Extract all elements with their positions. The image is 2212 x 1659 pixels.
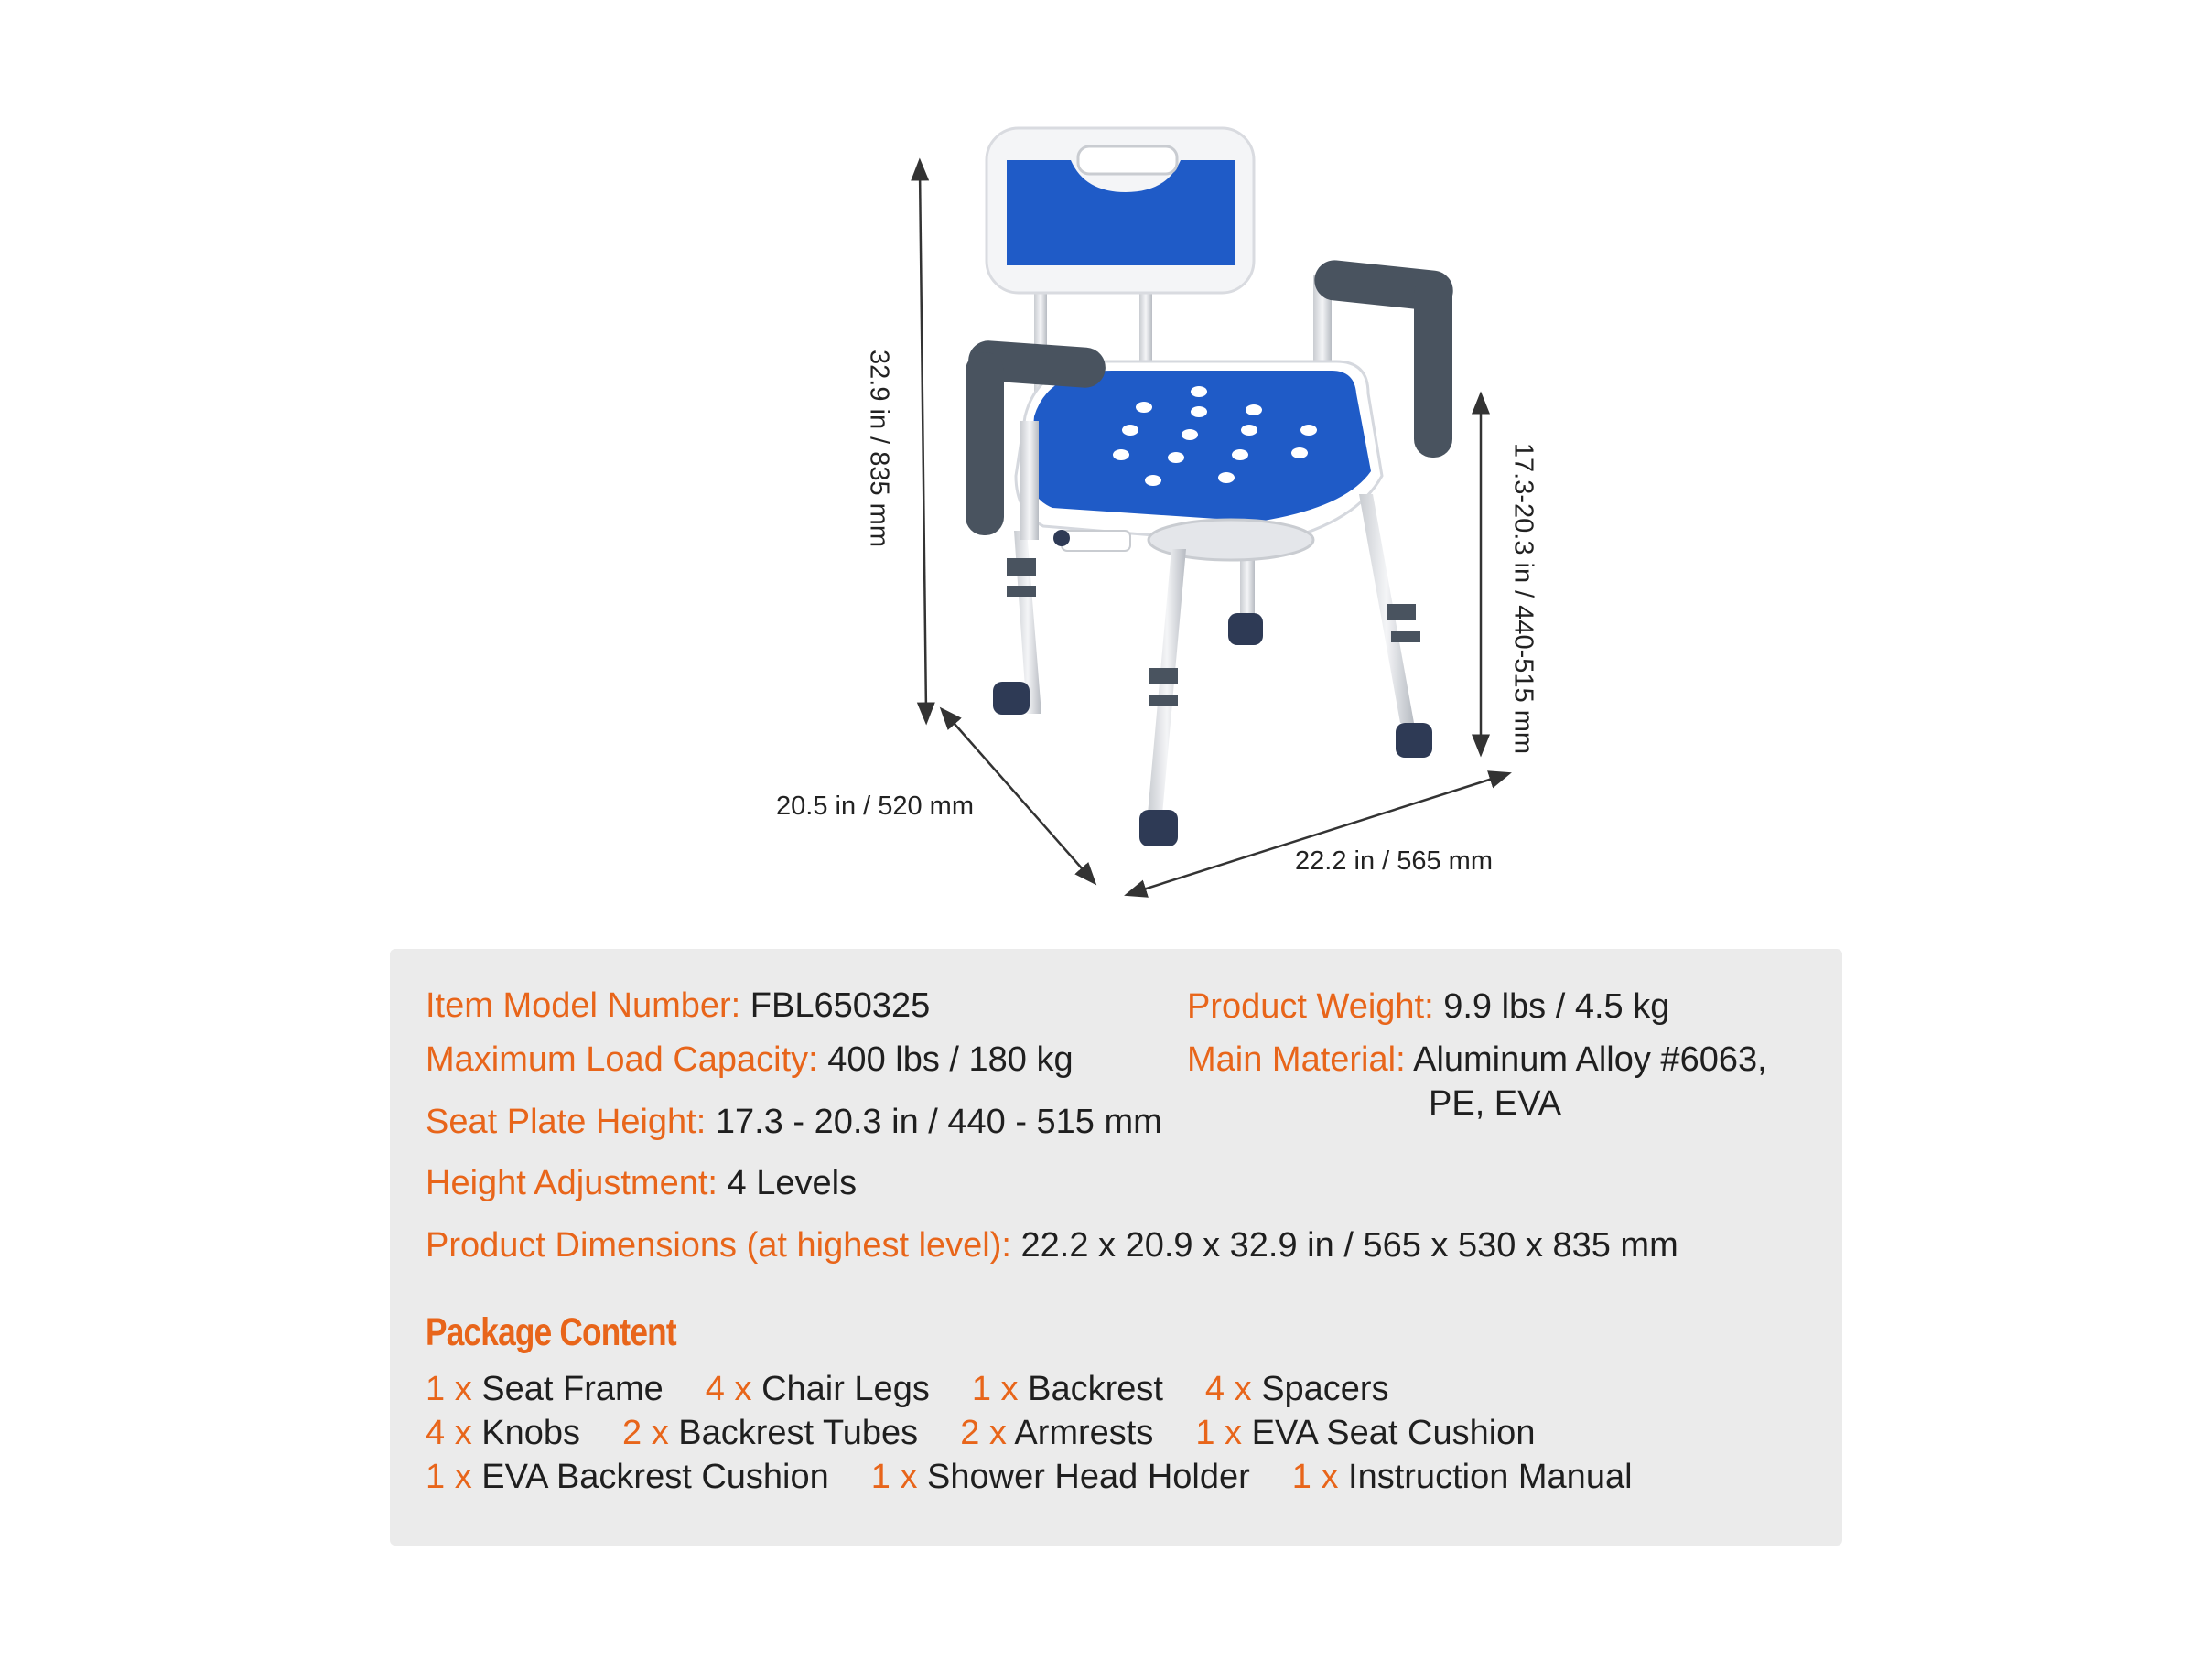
package-item: 4 x Knobs <box>426 1414 581 1452</box>
spec-load-label: Maximum Load Capacity: <box>426 1040 818 1079</box>
package-content-title: Package Content <box>426 1310 676 1354</box>
package-row-3 <box>426 1458 1675 1497</box>
package-item: 1 x Instruction Manual <box>1291 1458 1633 1496</box>
spec-material-value-line1: Aluminum Alloy #6063, <box>1413 1040 1767 1079</box>
spec-weight-value: 9.9 lbs / 4.5 kg <box>1443 987 1670 1026</box>
spec-dimensions-value: 22.2 x 20.9 x 32.9 in / 565 x 530 x 835 mm <box>1020 1226 1678 1265</box>
seat-height-dimension-label: 17.3-20.3 in / 440-515 mm <box>1508 442 1538 755</box>
package-item: 1 x EVA Backrest Cushion <box>426 1458 829 1496</box>
package-item: 1 x EVA Seat Cushion <box>1195 1414 1536 1452</box>
package-item: 4 x Chair Legs <box>705 1370 930 1408</box>
spec-model <box>426 986 930 1028</box>
shower-chair-illustration <box>966 128 1455 846</box>
spec-material <box>1187 1040 1767 1082</box>
spec-load-value: 400 lbs / 180 kg <box>827 1040 1074 1079</box>
package-item: 1 x Backrest <box>971 1370 1163 1408</box>
spec-model-value: FBL650325 <box>750 986 931 1025</box>
spec-dimensions <box>426 1225 1678 1267</box>
height-arrow <box>920 169 926 714</box>
package-item: 1 x Shower Head Holder <box>870 1458 1250 1496</box>
spec-model-label: Item Model Number: <box>426 986 741 1025</box>
package-item: 2 x Backrest Tubes <box>622 1414 919 1452</box>
height-dimension-label: 32.9 in / 835 mm <box>864 350 894 547</box>
spec-adjustment-value: 4 Levels <box>727 1164 858 1202</box>
package-row-1 <box>426 1370 1431 1409</box>
spec-seat-height <box>426 1102 1162 1144</box>
spec-weight-label: Product Weight: <box>1187 987 1434 1026</box>
spec-dimensions-label: Product Dimensions (at highest level): <box>426 1226 1011 1265</box>
depth-dimension-label: 20.5 in / 520 mm <box>776 792 974 821</box>
package-item: 2 x Armrests <box>960 1414 1154 1452</box>
spec-adjustment <box>426 1163 857 1205</box>
width-dimension-label: 22.2 in / 565 mm <box>1295 846 1493 876</box>
package-item: 4 x Spacers <box>1204 1370 1389 1408</box>
spec-seat-height-label: Seat Plate Height: <box>426 1103 707 1141</box>
spec-material-value-line2: PE, EVA <box>1429 1084 1562 1123</box>
spec-seat-height-value: 17.3 - 20.3 in / 440 - 515 mm <box>715 1103 1162 1141</box>
spec-material-label: Main Material: <box>1187 1040 1406 1079</box>
spec-adjustment-label: Height Adjustment: <box>426 1164 718 1202</box>
spec-load <box>426 1040 1074 1082</box>
package-row-2 <box>426 1414 1577 1453</box>
spec-weight <box>1187 986 1669 1029</box>
package-item: 1 x Seat Frame <box>426 1370 664 1408</box>
